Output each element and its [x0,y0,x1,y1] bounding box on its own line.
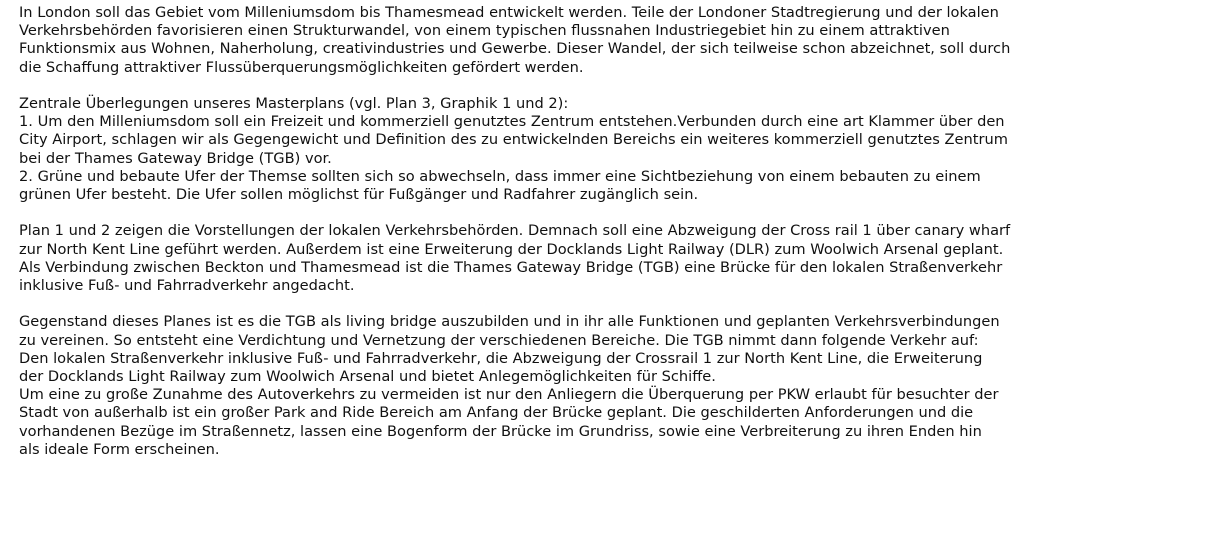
text-line: City Airport, schlagen wir als Gegengewicht und Definition des zu entwickelnden Bereichs ein weiteres kommerziell genutztes Zentrum [19,131,1008,149]
text-line: In London soll das Gebiet vom Milleniumsdom bis Thamesmead entwickelt werden. Teile der Londoner Stadtregierung und der lokalen [19,4,999,21]
text-line: bei der Thames Gateway Bridge (TGB) vor. [19,149,332,167]
text-line: zu vereinen. So entsteht eine Verdichtung und Vernetzung der verschiedenen Bereiche. Die TGB nimmt dann folgende Verkehr auf: [19,331,979,349]
text-line: vorhandenen Bezüge im Straßennetz, lassen eine Bogenform der Brücke im Grundriss, sowie eine Verbreiterung zu ihren Enden hin [19,422,982,440]
paragraph-living-bridge [19,313,1209,459]
text-line: Plan 1 und 2 zeigen die Vorstellungen der lokalen Verkehrsbehörden. Demnach soll eine Abzweigung der Cross rail 1 über canary wharf [19,222,1011,240]
text-line: Als Verbindung zwischen Beckton und Thamesmead ist die Thames Gateway Bridge (TGB) eine Brücke für den lokalen Straßenverkehr [19,258,1003,276]
text-line: der Docklands Light Railway zum Woolwich Arsenal und bietet Anlegemöglichkeiten für Schiffe. [19,368,716,386]
text-line: Stadt von außerhalb ist ein großer Park and Ride Bereich am Anfang der Brücke geplant. Die geschilderten Anforderungen und die [19,404,974,422]
text-line: 1. Um den Milleniumsdom soll ein Freizeit und kommerziell genutztes Zentrum entstehen.Verbunden durch eine art Klammer über den [19,113,1005,131]
text-line: grünen Ufer besteht. Die Ufer sollen möglichst für Fußgänger und Radfahrer zugänglich sein. [19,186,699,204]
text-line: Um eine zu große Zunahme des Autoverkehrs zu vermeiden ist nur den Anliegern die Überquerung per PKW erlaubt für besuchter der [19,386,999,404]
text-line: 2. Grüne und bebaute Ufer der Themse sollten sich so abwechseln, dass immer eine Sichtbeziehung von einem bebauten zu einem [19,167,981,185]
paragraph-transport-plans [19,222,1209,295]
text-line: zur North Kent Line geführt werden. Außerdem ist eine Erweiterung der Docklands Light Railway (DLR) zum Woolwich Arsenal geplant. [19,240,1004,258]
text-line: Gegenstand dieses Planes ist es die TGB als living bridge auszubilden und in ihr alle Funktionen und geplanten Verkehrsverbindungen [19,313,1000,331]
text-line: Funktionsmix aus Wohnen, Naherholung, creativindustries und Gewerbe. Dieser Wandel, der sich teilweise schon abzeichnet, soll durch [19,40,1011,58]
text-line: die Schaffung attraktiver Flussüberquerungsmöglichkeiten gefördert werden. [19,58,584,76]
paragraph-intro [19,4,1209,77]
text-line: Verkehrsbehörden favorisieren einen Strukturwandel, von einem typischen flussnahen Industriegebiet hin zu einem attraktiven [19,22,950,40]
text-line: inklusive Fuß- und Fahrradverkehr angedacht. [19,277,355,295]
text-line: Den lokalen Straßenverkehr inklusive Fuß- und Fahrradverkehr, die Abzweigung der Crossrail 1 zur North Kent Line, die Erweiterung [19,349,983,367]
paragraph-masterplan [19,95,1209,204]
text-line: als ideale Form erscheinen. [19,440,220,458]
text-line: Zentrale Überlegungen unseres Masterplans (vgl. Plan 3, Graphik 1 und 2): [19,95,569,112]
document-body [19,4,1209,459]
